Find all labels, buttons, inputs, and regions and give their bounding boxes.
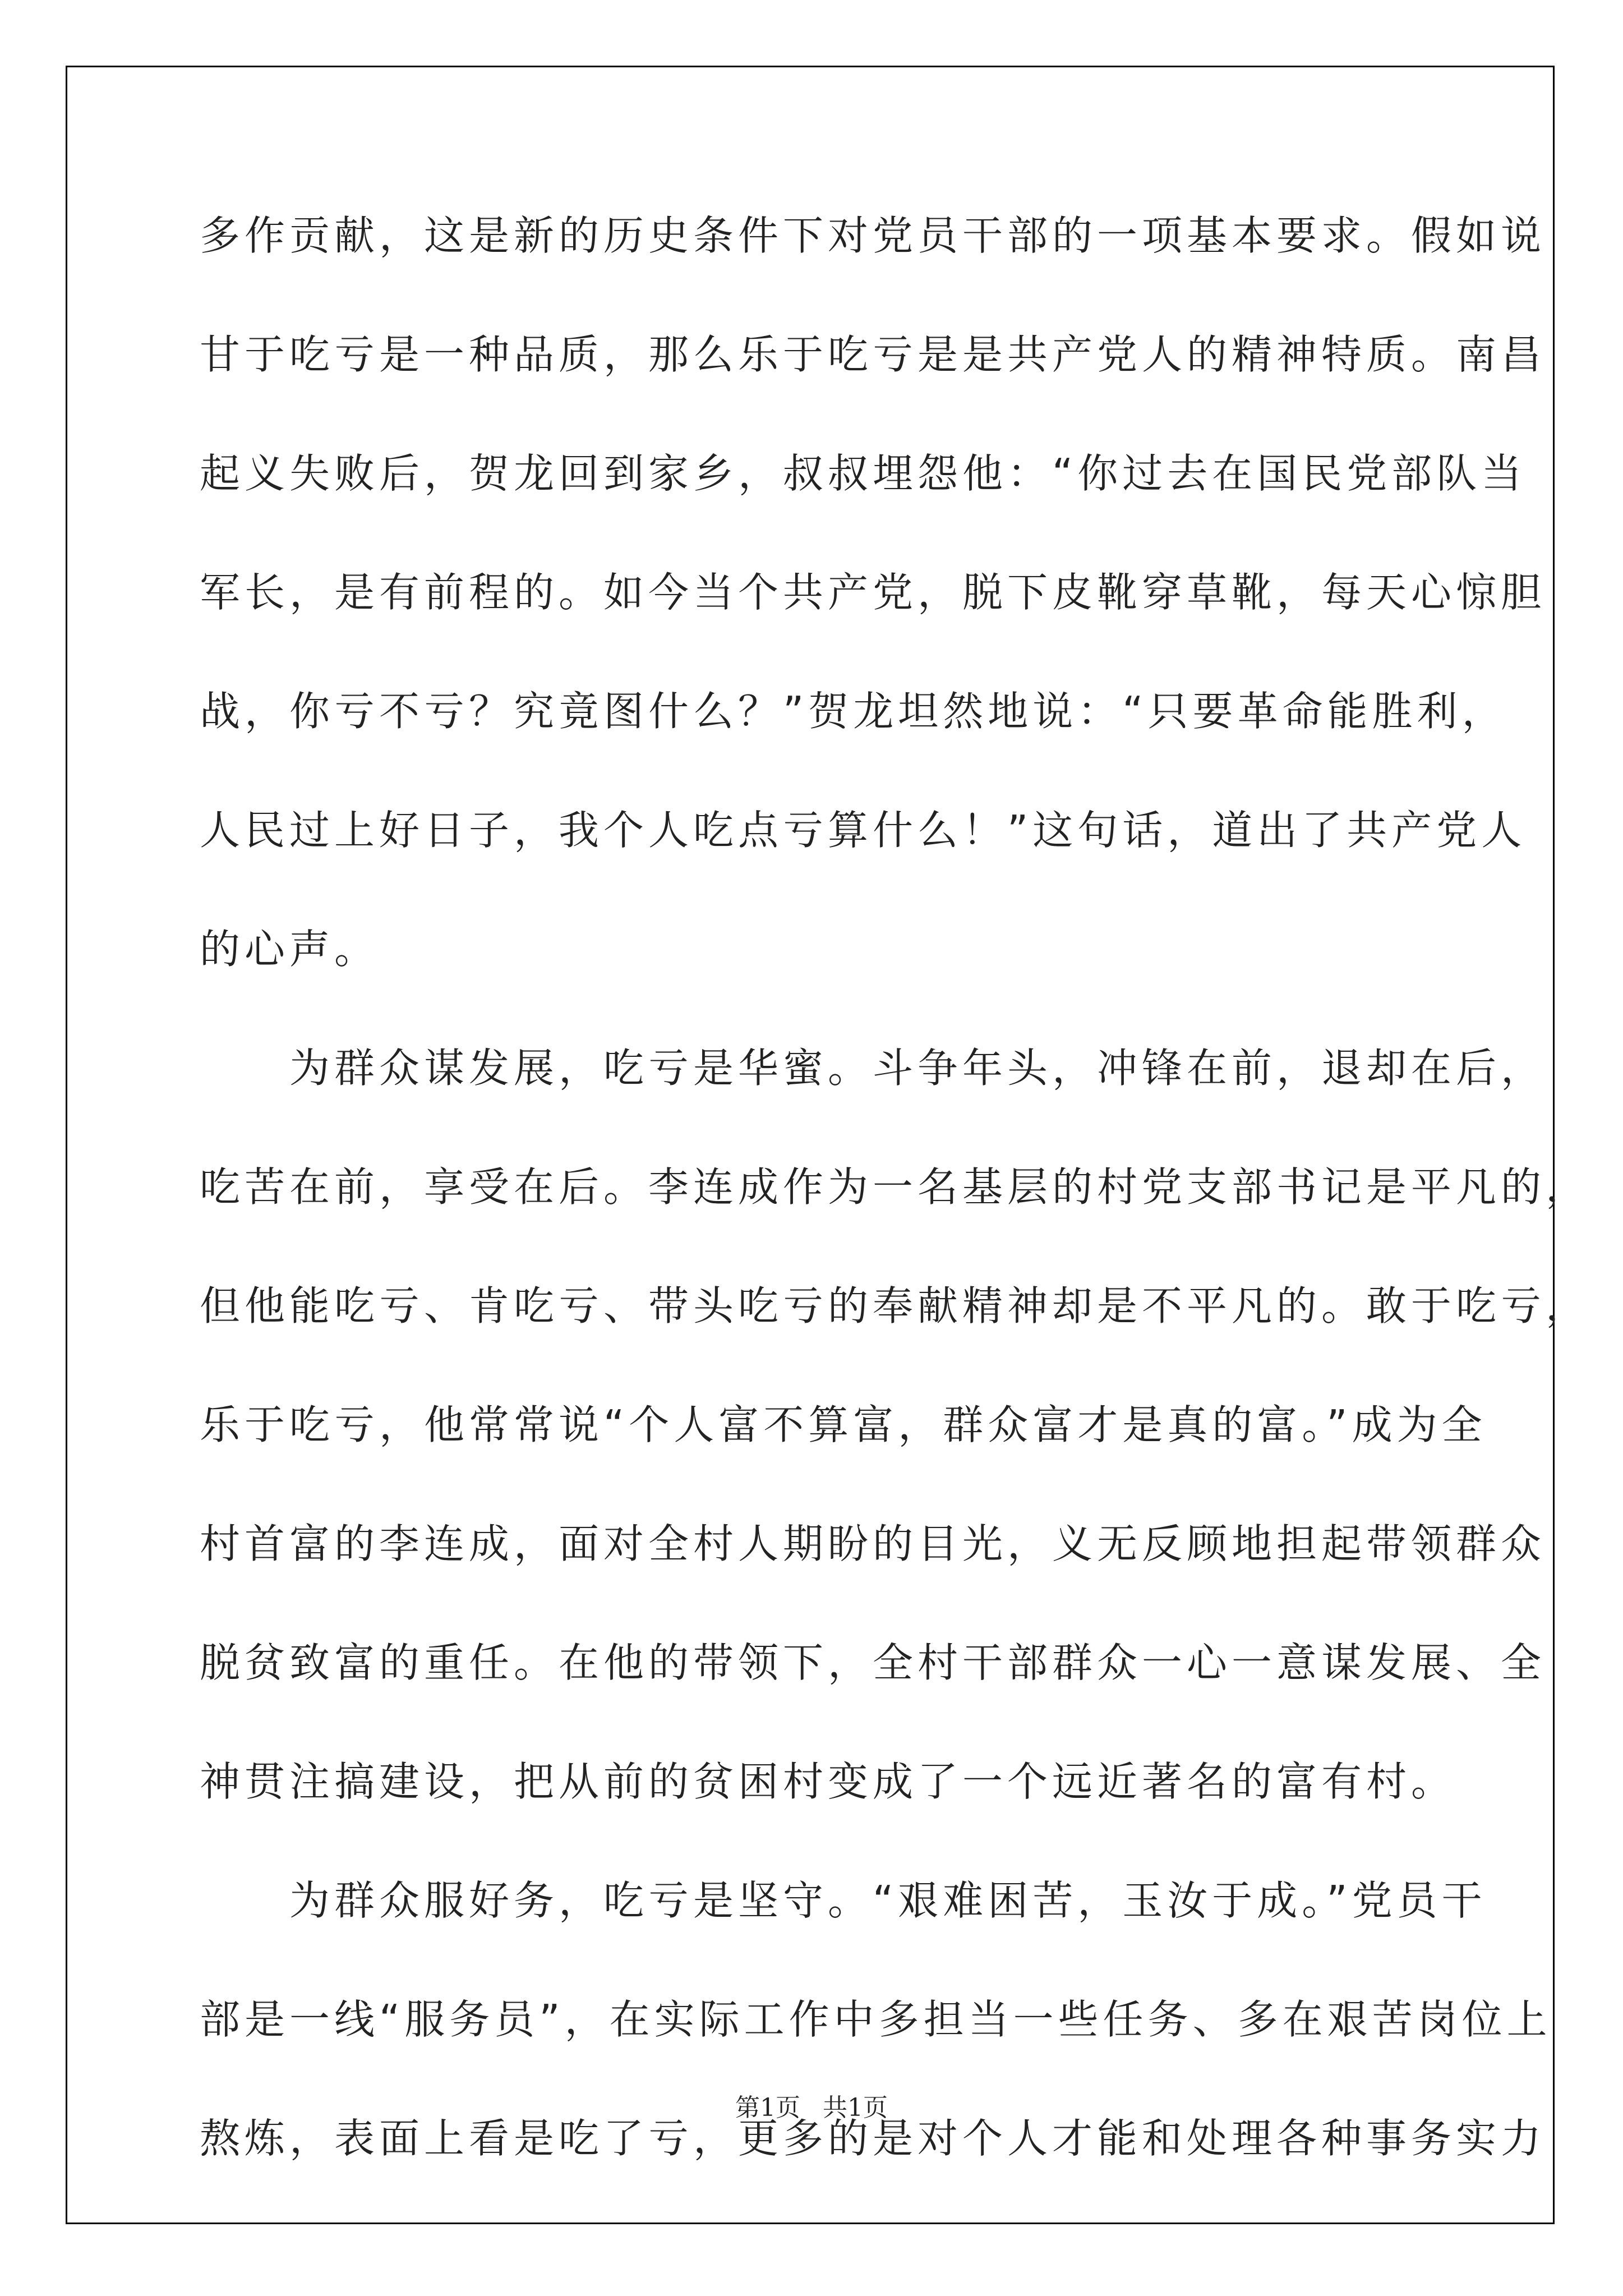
page-footer (0, 2092, 1623, 2124)
text-line: 神贯注搞建设，把从前的贫困村变成了一个远近著名的富有村。 (200, 1758, 1456, 1805)
text-line: 村首富的李连成，面对全村人期盼的目光，义无反顾地担起带领群众 (200, 1520, 1546, 1567)
text-line: 的心声。 (200, 926, 380, 973)
text-line: 军长，是有前程的。如今当个共产党，脱下皮靴穿草靴，每天心惊胆 (200, 569, 1546, 616)
text-line: 战，你亏不亏？究竟图什么？”贺龙坦然地说：“只要革命能胜利， (200, 688, 1507, 735)
text-line: 部是一线“服务员”，在实际工作中多担当一些任务、多在艰苦岗位上 (200, 1996, 1552, 2043)
text-line: 为群众谋发展，吃亏是华蜜。斗争年头，冲锋在前，退却在后， (200, 1045, 1546, 1092)
text-line: 乐于吃亏，他常常说“个人富不算富，群众富才是真的富。”成为全 (200, 1401, 1487, 1448)
document-body (200, 209, 1591, 2230)
text-line: 人民过上好日子，我个人吃点亏算什么！”这句话，道出了共产党人 (200, 807, 1527, 854)
text-line: 多作贡献，这是新的历史条件下对党员干部的一项基本要求。假如说 (200, 212, 1546, 259)
text-line: 脱贫致富的重任。在他的带领下，全村干部群众一心一意谋发展、全 (200, 1639, 1546, 1686)
text-line: 甘于吃亏是一种品质，那么乐于吃亏是是共产党人的精神特质。南昌 (200, 331, 1546, 378)
text-line: 熬炼，表面上看是吃了亏，更多的是对个人才能和处理各种事务实力 (200, 2115, 1546, 2162)
page-total: 共1页 (823, 2093, 888, 2122)
text-line: 为群众服好务，吃亏是坚守。“艰难困苦，玉汝于成。”党员干 (200, 1877, 1487, 1924)
page-number: 第1页 (735, 2093, 800, 2122)
text-line: 起义失败后，贺龙回到家乡，叔叔埋怨他：“你过去在国民党部队当 (200, 450, 1527, 497)
text-line: 吃苦在前，享受在后。李连成作为一名基层的村党支部书记是平凡的， (200, 1163, 1591, 1211)
text-line: 但他能吃亏、肯吃亏、带头吃亏的奉献精神却是不平凡的。敢于吃亏， (200, 1282, 1591, 1329)
